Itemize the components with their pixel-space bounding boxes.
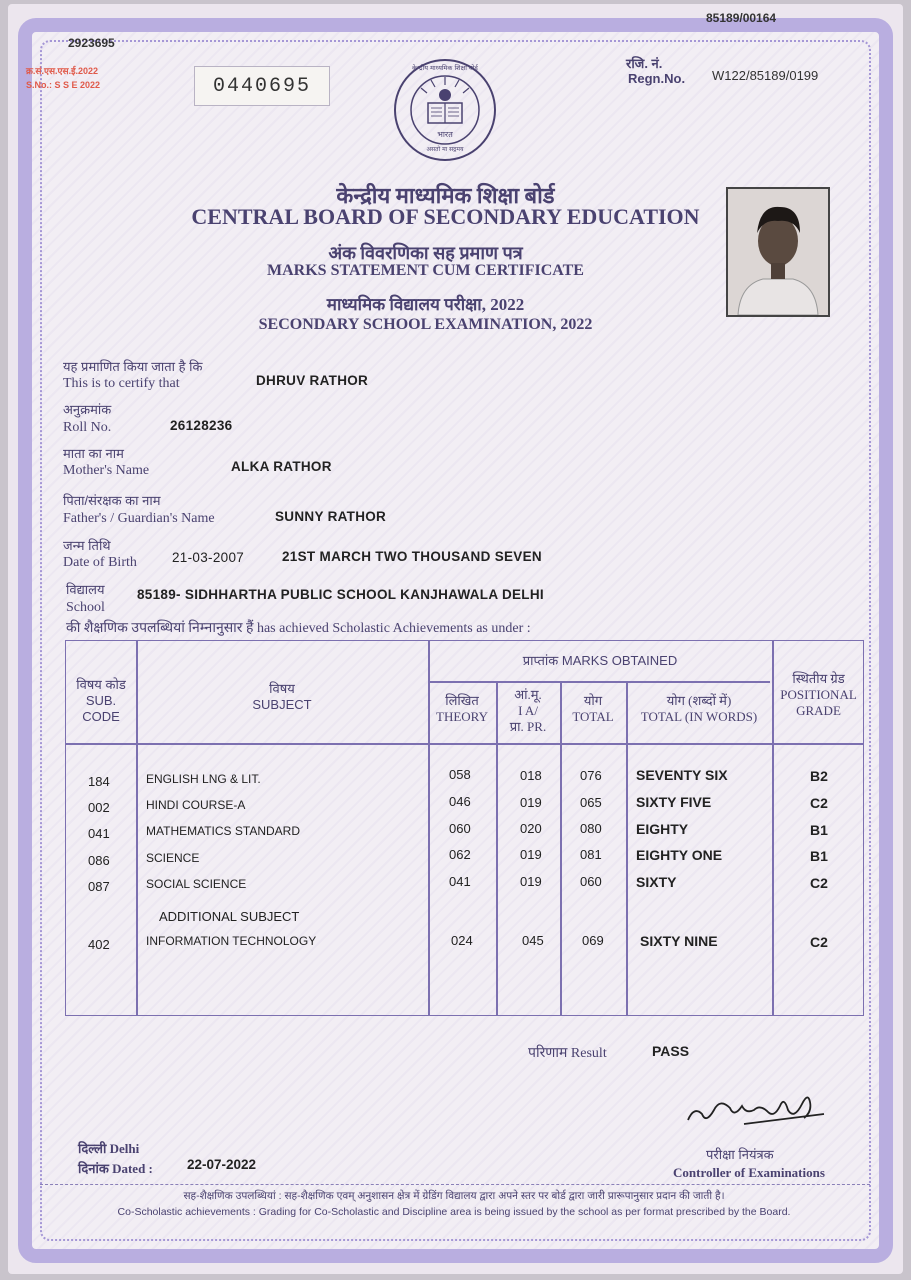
school-label-hindi: विद्यालय: [66, 582, 105, 597]
logo-motto: असतो मा सद्गमय: [426, 146, 464, 153]
row-code: 087: [88, 879, 110, 894]
header-marks-obtained: प्राप्तांक MARKS OBTAINED: [522, 653, 678, 668]
row-grade: B2: [810, 768, 828, 784]
roll-label: Roll No.: [63, 420, 112, 435]
sno-line-1: क्र.सं.एस.एस.ई.2022: [26, 66, 99, 76]
row-code: 041: [88, 826, 110, 841]
co-scholastic-note: [34, 1188, 874, 1220]
regn-label: Regn.No.: [628, 71, 686, 86]
sno-line-2: S.No.: S S E 2022: [26, 80, 101, 90]
row-theory: 024: [451, 933, 473, 948]
row-grade: C2: [810, 795, 828, 811]
row-theory: 060: [449, 821, 471, 836]
controller-signature: [684, 1084, 834, 1136]
row-grade: C2: [810, 934, 828, 950]
row-words: SIXTY: [636, 874, 677, 890]
school-label: School: [66, 600, 105, 615]
father-label: Father's / Guardian's Name: [63, 511, 215, 526]
header-theory: लिखित THEORY: [436, 693, 488, 724]
logo-text-bottom: भारत: [437, 130, 453, 139]
row-subject: MATHEMATICS STANDARD: [146, 824, 301, 838]
achievement-line: की शैक्षणिक उपलब्धियां निम्नानुसार हैं has achieved Scholastic Achievements as under :: [66, 621, 531, 636]
row-subject: SCIENCE: [146, 851, 200, 865]
exam-title-hindi: माध्यमिक विद्यालय परीक्षा, 2022: [326, 295, 525, 314]
controller-label-hindi: परीक्षा नियंत्रक: [706, 1147, 774, 1162]
row-total: 081: [580, 847, 602, 862]
header-ia: आं.मू. I A/ प्रा. PR.: [509, 687, 547, 734]
note-hindi: सह-शैक्षणिक उपलब्धियां : सह-शैक्षणिक एवम् अनुशासन क्षेत्र में ग्रेडिंग विद्यालय द्वारा अपने स्तर पर बोर्ड द्वारा जारी प्रारूपानुसार प्रदान की जाती है।: [183, 1190, 725, 1202]
row-theory: 062: [449, 847, 471, 862]
row-code: 002: [88, 800, 110, 815]
row-grade: B1: [810, 822, 828, 838]
row-subject: SOCIAL SCIENCE: [146, 877, 247, 891]
row-ia: 019: [520, 874, 542, 889]
mother-name: ALKA RATHOR: [231, 459, 332, 474]
row-code: 184: [88, 774, 110, 789]
row-theory: 041: [449, 874, 471, 889]
controller-label: Controller of Examinations: [673, 1165, 825, 1180]
issue-date: 22-07-2022: [187, 1157, 257, 1172]
place-label: दिल्ली Delhi: [78, 1141, 140, 1156]
top-left-number: 2923695: [68, 36, 115, 50]
row-total: 060: [580, 874, 602, 889]
footer-divider: [40, 1184, 870, 1185]
row-theory: 058: [449, 767, 471, 782]
result-label: परिणाम Result: [528, 1046, 607, 1061]
regn-label-hindi: रजि. नं.: [626, 56, 663, 71]
roll-number: 26128236: [170, 418, 233, 433]
result-value: PASS: [652, 1043, 690, 1059]
row-words: EIGHTY ONE: [636, 847, 723, 863]
header-subcode: विषय कोड SUB. CODE: [76, 677, 126, 724]
student-name: DHRUV RATHOR: [256, 373, 369, 388]
serial-number: 0440695: [194, 66, 330, 106]
row-theory: 046: [449, 794, 471, 809]
board-title-hindi: केन्द्रीय माध्यमिक शिक्षा बोर्ड: [336, 183, 555, 208]
row-code: 086: [88, 853, 110, 868]
row-total: 065: [580, 795, 602, 810]
note-english: Co-Scholastic achievements : Grading for Co-Scholastic and Discipline area is being issued by the school as per format prescribed by the Board.: [117, 1206, 791, 1218]
header-subject: विषय SUBJECT: [252, 681, 312, 712]
dob-words: 21ST MARCH TWO THOUSAND SEVEN: [282, 549, 542, 564]
row-grade: C2: [810, 875, 828, 891]
row-subject: INFORMATION TECHNOLOGY: [146, 934, 317, 948]
additional-subject-label: ADDITIONAL SUBJECT: [159, 909, 300, 924]
row-words: SIXTY FIVE: [636, 794, 712, 810]
row-ia: 019: [520, 795, 542, 810]
header-total: योग TOTAL: [572, 693, 614, 724]
certify-label-hindi: यह प्रमाणित किया जाता है कि: [63, 359, 203, 374]
mother-label: Mother's Name: [63, 463, 150, 478]
logo-text-top: केन्द्रीय माध्यमिक शिक्षा बोर्ड: [412, 64, 478, 72]
school-name: 85189- SIDHHARTHA PUBLIC SCHOOL KANJHAWALA DELHI: [137, 587, 544, 602]
regn-value: W122/85189/0199: [712, 68, 819, 83]
dob-label: Date of Birth: [63, 555, 137, 570]
row-words: EIGHTY: [636, 821, 689, 837]
top-right-number: 85189/00164: [706, 11, 777, 25]
board-title: CENTRAL BOARD OF SECONDARY EDUCATION: [191, 204, 700, 229]
row-total: 080: [580, 821, 602, 836]
row-total: 069: [582, 933, 604, 948]
header-total-words: योग (शब्दों में) TOTAL (IN WORDS): [640, 693, 758, 724]
row-grade: B1: [810, 848, 828, 864]
sno-stamp: [26, 64, 100, 92]
student-photo: [726, 187, 830, 317]
row-subject: HINDI COURSE-A: [146, 798, 246, 812]
row-ia: 045: [522, 933, 544, 948]
row-code: 402: [88, 937, 110, 952]
row-ia: 020: [520, 821, 542, 836]
exam-title: SECONDARY SCHOOL EXAMINATION, 2022: [258, 316, 593, 333]
roll-label-hindi: अनुक्रमांक: [63, 402, 112, 417]
marks-table: [65, 640, 864, 1016]
certify-label: This is to certify that: [63, 376, 180, 391]
certificate-title-hindi: अंक विवरणिका सह प्रमाण पत्र: [328, 243, 523, 263]
row-subject: ENGLISH LNG & LIT.: [146, 772, 261, 786]
father-label-hindi: पिता/संरक्षक का नाम: [63, 493, 161, 508]
row-ia: 018: [520, 768, 542, 783]
mother-label-hindi: माता का नाम: [63, 446, 124, 461]
cbse-logo-icon: [390, 55, 500, 165]
dob-value: 21-03-2007: [172, 550, 245, 565]
dob-label-hindi: जन्म तिथि: [63, 538, 111, 553]
dated-label: दिनांक Dated :: [78, 1161, 153, 1176]
row-ia: 019: [520, 847, 542, 862]
header-grade: स्थितीय ग्रेड POSITIONAL GRADE: [780, 671, 857, 718]
row-words: SIXTY NINE: [640, 933, 718, 949]
father-name: SUNNY RATHOR: [275, 509, 387, 524]
row-total: 076: [580, 768, 602, 783]
row-words: SEVENTY SIX: [636, 767, 728, 783]
certificate-title: MARKS STATEMENT CUM CERTIFICATE: [267, 262, 584, 279]
